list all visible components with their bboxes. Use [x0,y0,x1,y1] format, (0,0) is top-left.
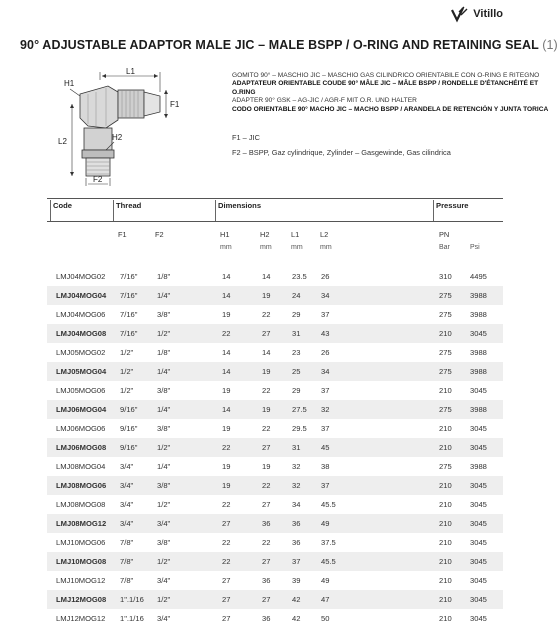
cell-psi: 4495 [470,272,487,281]
cell-f1: 1".1/16 [120,595,144,604]
cell-l2: 26 [321,348,330,357]
cell-f1: 3/4" [120,462,134,471]
cell-f2: 3/4" [157,576,171,585]
cell-f2: 1/2" [157,557,171,566]
cell-f1: 1/2" [120,367,134,376]
table-row [47,533,503,552]
table-row [47,571,503,590]
cell-l2: 45.5 [321,500,336,509]
cell-code: LMJ08MOG08 [56,500,106,509]
cell-l1: 34 [292,500,301,509]
cell-h2: 22 [262,538,271,547]
cell-f2: 1/2" [157,595,171,604]
cell-h2: 36 [262,519,271,528]
cell-code: LMJ10MOG06 [56,538,106,547]
table-row [47,381,503,400]
cell-bar: 275 [439,462,452,471]
cell-l1: 37 [292,557,301,566]
cell-f2: 1/8" [157,272,171,281]
cell-psi: 3988 [470,462,487,471]
cell-h2: 22 [262,481,271,490]
table-row [47,514,503,533]
cell-l2: 50 [321,614,330,623]
cell-code: LMJ04MOG04 [56,291,107,300]
cell-l2: 37 [321,424,330,433]
cell-h2: 27 [262,443,271,452]
cell-h2: 22 [262,424,271,433]
cell-f2: 3/8" [157,386,171,395]
cell-bar: 210 [439,500,452,509]
cell-f2: 1/4" [157,462,171,471]
cell-f1: 7/16" [120,329,138,338]
cell-h1: 14 [222,272,231,281]
cell-psi: 3045 [470,481,487,490]
cell-f2: 1/4" [157,405,171,414]
cell-l1: 23 [292,348,301,357]
cell-bar: 310 [439,272,452,281]
cell-l1: 39 [292,576,301,585]
cell-l1: 36 [292,538,301,547]
cell-h1: 14 [222,348,231,357]
cell-bar: 210 [439,557,452,566]
cell-f1: 1/2" [120,348,134,357]
cell-f1: 9/16" [120,424,138,433]
cell-l1: 27.5 [292,405,307,414]
cell-h2: 19 [262,367,271,376]
cell-f1: 7/8" [120,557,134,566]
cell-f1: 9/16" [120,405,138,414]
brand-name: Vitillo [473,8,503,20]
cell-psi: 3045 [470,443,487,452]
description-line: CODO ORIENTABLE 90° MACHO JIC – MACHO BSPP / ARANDELA DE RETENCIÓN Y JUNTA TORICA [232,105,549,113]
subheader-l2: L2 [320,230,329,239]
cell-h2: 27 [262,595,271,604]
cell-h1: 14 [222,367,231,376]
table-row [47,286,503,305]
cell-psi: 3988 [470,291,487,300]
cell-h2: 27 [262,329,271,338]
cell-f2: 1/8" [157,348,171,357]
cell-bar: 210 [439,614,452,623]
cell-h2: 19 [262,405,271,414]
product-table-body [47,267,503,628]
cell-code: LMJ12MOG08 [56,595,107,604]
header-pressure: Pressure [436,201,469,210]
cell-code: LMJ05MOG06 [56,386,106,395]
cell-h1: 27 [222,595,231,604]
cell-psi: 3045 [470,538,487,547]
table-row [47,476,503,495]
cell-h1: 27 [222,576,231,585]
cell-f1: 7/16" [120,310,138,319]
l1-label: L1 [126,67,135,76]
table-row [47,609,503,628]
cell-h1: 19 [222,310,231,319]
cell-psi: 3045 [470,500,487,509]
cell-h1: 27 [222,614,231,623]
table-row [47,343,503,362]
cell-code: LMJ08MOG12 [56,519,107,528]
cell-h2: 14 [262,272,271,281]
cell-l1: 23.5 [292,272,307,281]
cell-bar: 275 [439,291,452,300]
cell-h1: 22 [222,329,231,338]
cell-f2: 1/4" [157,367,171,376]
table-row [47,362,503,381]
cell-h1: 22 [222,443,231,452]
table-row [47,495,503,514]
cell-h1: 14 [222,291,231,300]
cell-h1: 19 [222,481,231,490]
cell-psi: 3045 [470,424,487,433]
cell-f1: 1/2" [120,386,134,395]
cell-h1: 19 [222,462,231,471]
header-thread: Thread [116,201,142,210]
cell-h1: 22 [222,500,231,509]
cell-l1: 31 [292,443,301,452]
cell-bar: 275 [439,310,452,319]
cell-f1: 7/16" [120,291,138,300]
cell-f2: 3/8" [157,310,171,319]
cell-psi: 3045 [470,576,487,585]
cell-code: LMJ05MOG02 [56,348,106,357]
title-number: (1) [542,38,558,52]
legend-f1: F1 – JIC [232,133,260,142]
cell-bar: 210 [439,519,452,528]
multilingual-description [232,72,549,114]
cell-l1: 36 [292,519,301,528]
cell-code: LMJ05MOG04 [56,367,107,376]
cell-l1: 32 [292,481,301,490]
cell-psi: 3045 [470,386,487,395]
cell-code: LMJ06MOG08 [56,443,107,452]
header-separator [433,200,434,221]
cell-code: LMJ08MOG06 [56,481,107,490]
cell-bar: 210 [439,443,452,452]
cell-bar: 210 [439,595,452,604]
thread-legend [232,130,451,160]
cell-f2: 1/2" [157,443,171,452]
header-separator [215,200,216,221]
cell-l2: 49 [321,519,330,528]
cell-bar: 210 [439,576,452,585]
description-line: ADAPTATEUR ORIENTABLE COUDE 90° MÂLE JIC – MÂLE BSPP / RONDELLE D'ÉTANCHÉITÉ ET [232,80,539,88]
cell-bar: 210 [439,424,452,433]
table-row [47,438,503,457]
header-separator [50,200,51,221]
legend-f2: F2 – BSPP, Gaz cylindrique, Zylinder – Gasgewinde, Gas cilindrica [232,148,451,157]
cell-bar: 275 [439,405,452,414]
cell-f2: 3/8" [157,424,171,433]
cell-code: LMJ04MOG08 [56,329,107,338]
cell-f1: 3/4" [120,481,134,490]
table-row [47,267,503,286]
table-row [47,457,503,476]
unit-h1: mm [220,244,232,251]
cell-h2: 36 [262,614,271,623]
page-title [20,38,558,52]
cell-f1: 3/4" [120,500,134,509]
cell-l2: 47 [321,595,330,604]
cell-l2: 37 [321,310,330,319]
cell-psi: 3045 [470,595,487,604]
cell-l2: 37.5 [321,538,336,547]
cell-psi: 3045 [470,519,487,528]
cell-psi: 3045 [470,614,487,623]
h1-label: H1 [64,79,75,88]
cell-f1: 7/8" [120,538,134,547]
cell-f2: 1/4" [157,291,171,300]
cell-code: LMJ04MOG02 [56,272,106,281]
table-row [47,324,503,343]
cell-h2: 14 [262,348,271,357]
subheader-f1: F1 [118,230,127,239]
cell-code: LMJ06MOG06 [56,424,106,433]
cell-h2: 22 [262,310,271,319]
cell-l1: 29 [292,310,301,319]
cell-l2: 49 [321,576,330,585]
unit-h2: mm [260,244,272,251]
cell-psi: 3988 [470,367,487,376]
fitting-drawing [48,64,198,194]
cell-f1: 7/16" [120,272,138,281]
cell-l1: 32 [292,462,301,471]
unit-psi: Psi [470,244,480,251]
cell-h2: 19 [262,291,271,300]
table-row [47,590,503,609]
cell-l1: 29 [292,386,301,395]
cell-h1: 19 [222,424,231,433]
cell-l2: 37 [321,386,330,395]
cell-f1: 1".1/16 [120,614,144,623]
f1-label: F1 [170,100,180,109]
cell-psi: 3988 [470,310,487,319]
cell-bar: 275 [439,367,452,376]
cell-l2: 38 [321,462,330,471]
table-row [47,419,503,438]
cell-bar: 275 [439,348,452,357]
cell-h1: 19 [222,386,231,395]
cell-f2: 1/2" [157,500,171,509]
header-code: Code [53,201,72,210]
cell-code: LMJ04MOG06 [56,310,106,319]
cell-bar: 210 [439,329,452,338]
cell-f1: 9/16" [120,443,138,452]
cell-l1: 42 [292,614,301,623]
cell-f2: 3/8" [157,481,171,490]
description-line: ADAPTER 90° GSK – AG-JIC / AGR-F MIT O.R. UND HALTER [232,97,417,105]
table-row [47,552,503,571]
cell-h2: 19 [262,462,271,471]
cell-l2: 45 [321,443,330,452]
cell-code: LMJ06MOG04 [56,405,107,414]
cell-bar: 210 [439,386,452,395]
cell-l2: 43 [321,329,330,338]
cell-f2: 3/4" [157,519,171,528]
unit-bar: Bar [439,244,450,251]
cell-f2: 1/2" [157,329,171,338]
cell-bar: 210 [439,538,452,547]
f2-label: F2 [93,175,103,184]
cell-h1: 22 [222,557,231,566]
cell-psi: 3045 [470,557,487,566]
cell-h2: 27 [262,500,271,509]
subheader-l1: L1 [291,230,300,239]
header-separator [113,200,114,221]
cell-l2: 45.5 [321,557,336,566]
l2-label: L2 [58,137,67,146]
subheader-pn: PN [439,230,450,239]
table-row [47,400,503,419]
cell-psi: 3045 [470,329,487,338]
cell-l1: 24 [292,291,301,300]
cell-l2: 37 [321,481,330,490]
cell-psi: 3988 [470,348,487,357]
cell-code: LMJ12MOG12 [56,614,106,623]
cell-l2: 34 [321,367,330,376]
table-header-rule [47,221,503,222]
cell-h2: 36 [262,576,271,585]
description-line: O.RING [232,88,256,96]
cell-code: LMJ10MOG08 [56,557,107,566]
cell-psi: 3988 [470,405,487,414]
title-text: 90° ADJUSTABLE ADAPTOR MALE JIC – MALE BSPP / O-RING AND RETAINING SEAL [20,38,539,52]
cell-l1: 31 [292,329,301,338]
unit-l1: mm [291,244,303,251]
cell-code: LMJ10MOG12 [56,576,106,585]
cell-f1: 3/4" [120,519,134,528]
vitillo-logo-icon [451,6,469,22]
cell-f2: 3/8" [157,538,171,547]
cell-code: LMJ08MOG04 [56,462,106,471]
h2-label: H2 [112,133,123,142]
header-dimensions: Dimensions [218,201,262,210]
cell-l1: 29.5 [292,424,307,433]
description-line: GOMITO 90° – MASCHIO JIC – MASCHIO GAS CILINDRICO ORIENTABILE CON O-RING E RITEGNO [232,72,540,79]
subheader-h2: H2 [260,230,270,239]
cell-h2: 27 [262,557,271,566]
cell-h1: 27 [222,519,231,528]
cell-f2: 3/4" [157,614,171,623]
subheader-f2: F2 [155,230,164,239]
cell-l1: 25 [292,367,301,376]
cell-f1: 7/8" [120,576,134,585]
unit-l2: mm [320,244,332,251]
cell-l2: 26 [321,272,330,281]
cell-h1: 22 [222,538,231,547]
table-row [47,305,503,324]
cell-l2: 32 [321,405,330,414]
cell-bar: 210 [439,481,452,490]
cell-l1: 42 [292,595,301,604]
brand-logo [451,6,503,22]
cell-h2: 22 [262,386,271,395]
subheader-h1: H1 [220,230,230,239]
table-top-rule [47,198,503,199]
cell-h1: 14 [222,405,231,414]
cell-l2: 34 [321,291,330,300]
